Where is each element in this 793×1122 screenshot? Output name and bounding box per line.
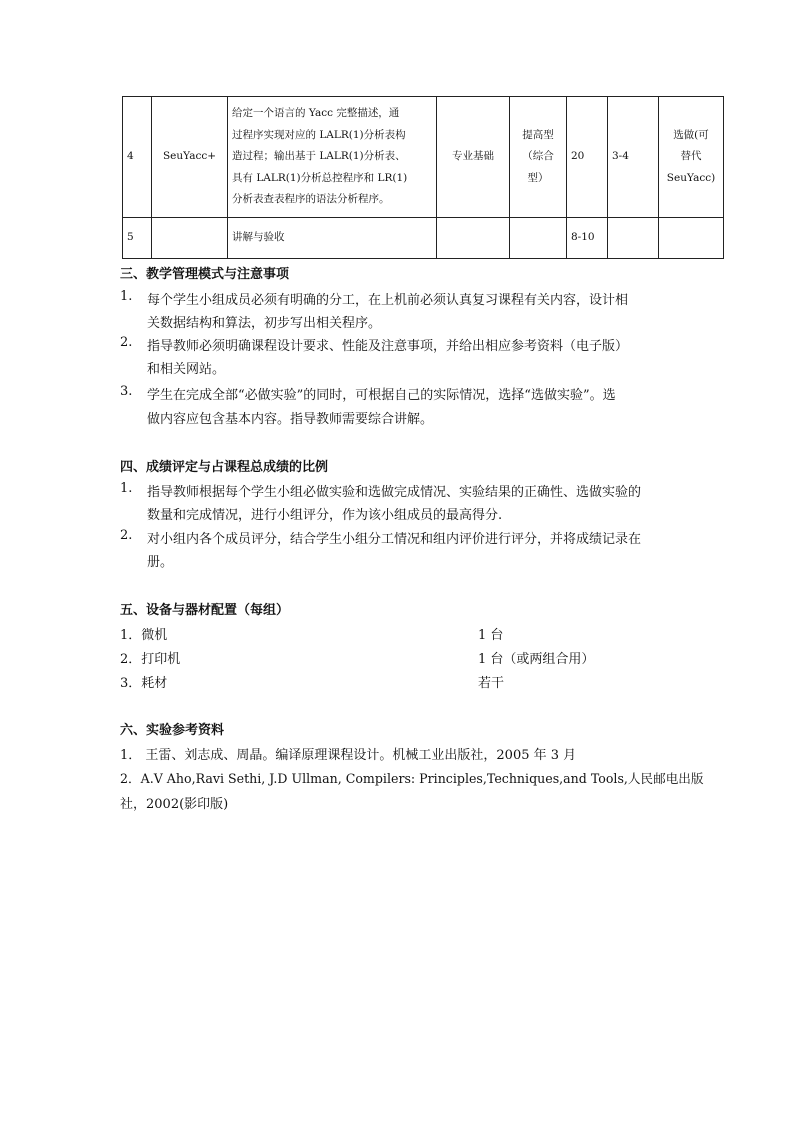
list-number: 1. — [120, 481, 133, 496]
table-row — [123, 97, 724, 218]
experiment-type — [510, 97, 567, 218]
list-number: 1. — [120, 289, 133, 304]
list-item-line: 指导教师根据每个学生小组必做实验和选做完成情况、实验结果的正确性、选做实验的 — [147, 485, 642, 500]
type-line: （综合 — [522, 150, 554, 163]
experiment-description — [228, 97, 437, 218]
experiment-table — [122, 96, 724, 259]
type-line: 提高型 — [522, 128, 554, 141]
experiment-type — [510, 218, 567, 259]
list-item-line: 做内容应包含基本内容。指导教师需要综合讲解。 — [147, 412, 434, 427]
experiment-weeks — [608, 218, 659, 259]
row-number: 5 — [123, 218, 152, 259]
experiment-description: 讲解与验收 — [228, 218, 437, 259]
list-item-line: 每个学生小组成员必须有明确的分工，在上机前必须认真复习课程有关内容，设计相 — [147, 293, 629, 308]
equipment-label: 2．打印机 — [120, 652, 181, 667]
description-line: 分析表查表程序的语法分析程序。 — [232, 193, 390, 206]
experiment-hours: 20 — [567, 97, 608, 218]
list-number: 2. — [120, 335, 133, 350]
experiment-name: SeuYacc+ — [152, 97, 228, 218]
section-6-heading: 六、实验参考资料 — [120, 723, 225, 738]
experiment-category — [437, 218, 510, 259]
row-number: 4 — [123, 97, 152, 218]
table-row — [123, 218, 724, 259]
section-3-heading: 三、教学管理模式与注意事项 — [120, 267, 290, 282]
list-item-line: 数量和完成情况，进行小组评分，作为该小组成员的最高得分. — [147, 508, 503, 523]
reference-item: 1． 王雷、刘志成、周晶。编译原理课程设计。机械工业出版社，2005 年 3 月 — [120, 748, 577, 763]
section-5-heading: 五、设备与器材配置（每组） — [120, 603, 290, 618]
equipment-label: 1．微机 — [120, 628, 168, 643]
reference-item-continued: 社，2002(影印版) — [120, 797, 229, 812]
experiment-note — [659, 218, 724, 259]
description-line: 过程序实现对应的 LALR(1)分析表构 — [232, 128, 406, 141]
experiment-name — [152, 218, 228, 259]
list-item-line: 对小组内各个成员评分，结合学生小组分工情况和组内评价进行评分，并将成绩记录在 — [147, 532, 642, 547]
equipment-quantity: 若干 — [478, 676, 505, 691]
description-line: 给定一个语言的 Yacc 完整描述，通 — [232, 107, 400, 120]
equipment-quantity: 1 台（或两组合用） — [478, 652, 595, 667]
section-4-heading: 四、成绩评定与占课程总成绩的比例 — [120, 460, 329, 475]
reference-item: 2．A.V Aho,Ravi Sethi, J.D Ullman, Compilers: Principles,Techniques,and Tools,人民邮电出版 — [120, 771, 704, 786]
note-line: 替代 — [680, 150, 702, 163]
description-line: 造过程；输出基于 LALR(1)分析表、 — [232, 150, 406, 163]
equipment-quantity: 1 台 — [478, 628, 504, 643]
list-item-line: 指导教师必须明确课程设计要求、性能及注意事项，并给出相应参考资料（电子版） — [147, 339, 629, 354]
list-item-line: 学生在完成全部“必做实验”的同时，可根据自己的实际情况，选择“选做实验”。选 — [147, 388, 616, 403]
note-line: SeuYacc) — [666, 171, 716, 184]
type-line: 型） — [527, 171, 549, 184]
description-line: 具有 LALR(1)分析总控程序和 LR(1) — [232, 171, 408, 184]
equipment-label: 3．耗材 — [120, 676, 168, 691]
list-number: 2. — [120, 528, 133, 543]
list-number: 3. — [120, 384, 133, 399]
experiment-weeks: 3-4 — [608, 97, 659, 218]
list-item-line: 和相关网站。 — [147, 362, 226, 377]
experiment-category: 专业基础 — [437, 97, 510, 218]
note-line: 选做(可 — [673, 128, 709, 141]
experiment-hours: 8-10 — [567, 218, 608, 259]
list-item-line: 册。 — [147, 555, 174, 570]
experiment-note — [659, 97, 724, 218]
list-item-line: 关数据结构和算法，初步写出相关程序。 — [147, 316, 382, 331]
